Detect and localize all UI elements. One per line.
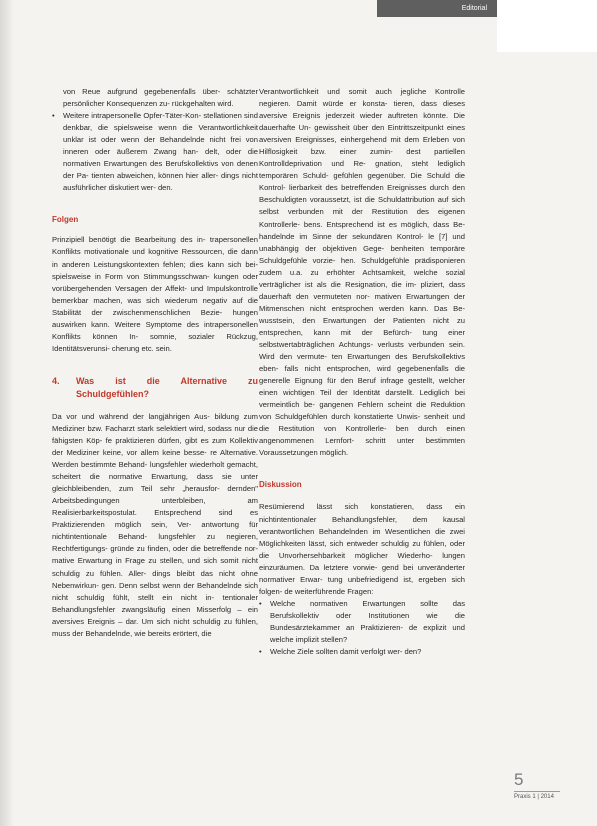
folgen-paragraph: Prinzipiell benötigt die Bearbeitung des in- trapersonellen Konflikts motivationale und kognitive Ressourcen, die dann in anderen Leistungskontexten fehlen; dies kann sich bei- spielsweise in Form von Stimmungsschwan- kungen oder vorübergehenden Versagen der Affekt- und Impulskontrolle bemerkbar machen, was sich wiederum negativ auf die Stabilität der zwischenmenschlichen Bezie- hungen auswirken kann. Weitere Symptome des intrapersonellen Konflikts können In- somnie, sozialer Rückzug, Identitätsverunsi- cherung etc. sein. bbox=[52, 235, 258, 353]
bullet-list-continued bbox=[52, 86, 258, 110]
section-title: Was ist die Alternative zu Schuldgefühlen? bbox=[76, 375, 258, 399]
issue-label: Praxis 1 | 2014 bbox=[514, 794, 554, 800]
section-paragraph: Da vor und während der langjährigen Aus- bildung zum Mediziner bzw. Facharzt stark selektiert wird, sodass nur die fähigsten Köp- fe praktizieren dürfen, gibt es zum Kollektiv der Mediziner keine, vor allem keine besse- re Alternative. Werden bestimmte Behand- lungsfehler wiederholt gemacht, scheitert die normative Erwartung, dass sie unter gleichbleibenden, zum Teil sehr „herausfor- dernden" Arbeitsbedingungen unterbleiben, am Realisierbarkeitspostulat. Entsprechend sind es Praktizierenden möglich sein, Ver- antwortung für nichtintentionale Behand- lungsfehler zu negieren, Rechtfertigungs- gründe zu finden, oder die betreffende nor- mative Erwartung in Frage zu stellen, und sich somit nicht schuldig zu fühlen. Aller- dings bleibt das nicht ohne Nebenwirkun- gen. Denn selbst wenn der Behandelnde sich nicht schuldig fühlt, stellt ein nicht in- tentionaler Behandlungsfehler zwangsläufig einen Misserfolg – ein aversives Ereignis – dar. Um sich nicht schuldig zu fühlen, muss der Behandelnde, wie bereits erörtert, die bbox=[52, 411, 258, 638]
question-item: • Welche Ziele sollten damit verfolgt wer- den? bbox=[259, 646, 465, 658]
diskussion-paragraph: Resümierend lässt sich konstatieren, dass ein nichtintentionaler Behandlungsfehler, dem kausal verantwortlichen Behandelnden im Wesentlichen die zwei Möglichkeiten lässt, sich entweder schuldig zu fühlen, oder die Unvorhersehbarkeit möglicher Wiederho- lungen einzuräumen. Da letztere vorwie- gend bei unveränderter normativer Erwar- tung unbefriedigend ist, ergeben sich folgen- de weiterführende Fragen: bbox=[259, 502, 465, 596]
bullet-item: • Weitere intrapersonelle Opfer-Täter-Kon- stellationen sind denkbar, die spielsweise wenn die Verantwortlichkeit unklar ist oder wenn der Behandelnde nicht frei von inneren oder äußerem Zwang han- delt, oder die normativen Erwartungen des Berufskollektivs von denen der Pa- tienten abweichen, können hier aller- dings nicht ausführlicher diskutiert wer- den. bbox=[52, 110, 258, 194]
section-heading bbox=[52, 375, 258, 401]
left-column bbox=[52, 86, 258, 640]
right-paragraph: Verantwortlichkeit und somit auch jegliche Kontrolle negieren. Damit würde er konsta- tieren, dass dieses aversive Ereignis jederzeit wieder auftreten könnte. Die dauerhafte Un- gewissheit über den Eintrittszeitpunkt eines aversiven Ereignisses, einhergehend mit dem Erleben von Hilflosigkeit bzw. einer zumin- dest partiellen Kontrolldeprivation und Re- gnation, steht lediglich temporären Schuld- gefühlen gegenüber. Die Schuld die Kontrol- lierbarkeit des betreffenden Ereignisses durch den Beschuldigten voraussetzt, ist die Schuldattribution auf sich selbst verbunden mit der Restitution des eigenen Kontrollerle- bens. Entsprechend ist es möglich, dass Be- handelnde im Sinne der sekundären Kontrol- le [7] und unabhängig der objektiven Gege- benheiten temporäre Schuldgefühle vorzie- hen. Schuldgefühle prädisponieren zudem u.a. zu erhöhter Achtsamkeit, welche sozial verträglicher ist als die Resignation, die im- pliziert, dass dauerhaft den vermuteten nor- mativen Erwartungen der Mitmenschen nicht entsprochen werden kann. Das Be- wusstsein, den Erwartungen der Patienten nicht zu entsprechen, kann mit der Befürch- tung einer selbstwertabträglichen Achtungs- verlusts verbunden sein. Wird den vermute- ten Erwartungen des Berufskollektivs eben- falls nicht entsprochen, wird gegebenenfalls die generelle Eignung für den Beruf infrage gestellt, welcher einen wichtigen Teil der Identität darstellt. Lediglich bei vermeintlich be- gangenen Fehlern scheint die Reduktion von Schuldgefühlen durch konstatierte Unwis- senheit und die Restitution von Kontrollerle- ben durch einen angenommenen Lernfort- schritt unter bestimmten Voraussetzungen möglich. bbox=[259, 87, 465, 458]
footer-rule bbox=[514, 791, 560, 792]
right-column bbox=[259, 86, 465, 658]
page-edge-shadow bbox=[0, 0, 14, 826]
section-number: 4. bbox=[52, 375, 60, 386]
folgen-heading: Folgen bbox=[52, 215, 79, 225]
diskussion-heading: Diskussion bbox=[259, 480, 302, 490]
bullet-item-continued: von Reue aufgrund gegebenenfalls über- schätzter persönlicher Konsequenzen zu- rückgehalten wird. bbox=[63, 87, 258, 109]
section-header-tab bbox=[377, 0, 497, 17]
page-number: 5 bbox=[514, 770, 524, 789]
question-list bbox=[259, 598, 465, 658]
section-label: Editorial bbox=[461, 5, 487, 12]
question-item: • Welche normativen Erwartungen sollte das Berufskollektiv oder Institutionen wie die Bundesärztekammer an Praktizieren- de explizit und welche implizit stellen? bbox=[259, 598, 465, 646]
header-corner-block bbox=[497, 0, 597, 52]
bullet-list bbox=[52, 110, 258, 194]
